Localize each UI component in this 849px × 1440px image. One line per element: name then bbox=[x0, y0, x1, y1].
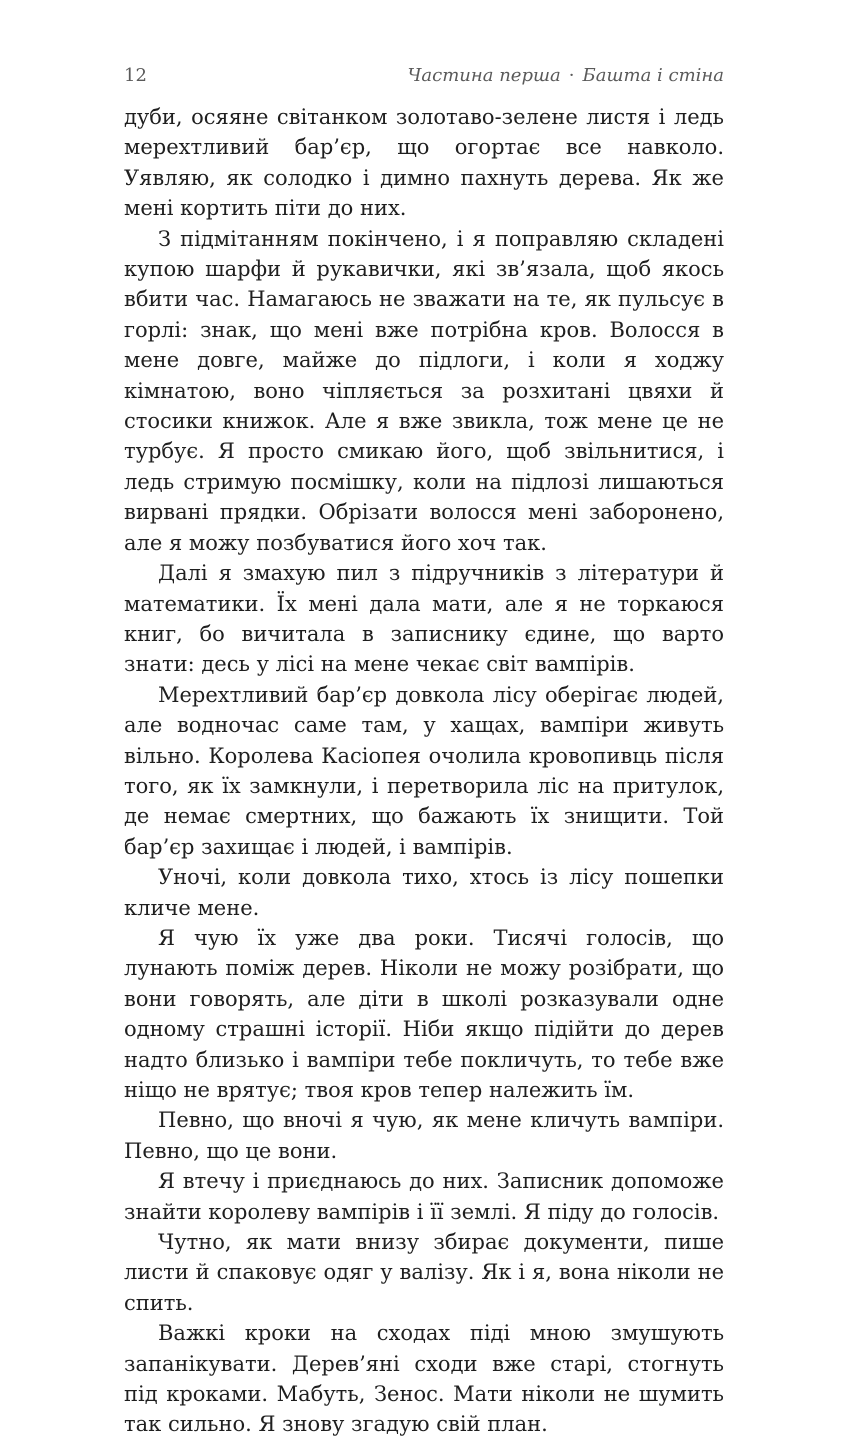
chapter-title: Башта і стіна bbox=[582, 65, 724, 86]
running-head bbox=[408, 62, 725, 90]
paragraph: Мерехтливий бар’єр довкола лісу оберігає людей, але водночас саме там, у хащах, вампіри живуть вільно. Королева Касіопея очолила кровопивць після того, як їх замкнули, і перетворила ліс на притулок, де немає смертних, що бажають їх знищити. Той бар’єр захищає і людей, і вампірів. bbox=[124, 682, 724, 859]
paragraph: Чутно, як мати внизу збирає документи, пише листи й спаковує одяг у валізу. Як і я, вона ніколи не спить. bbox=[124, 1230, 724, 1315]
page-number: 12 bbox=[124, 65, 147, 86]
running-head-separator: · bbox=[568, 65, 575, 86]
body-text bbox=[124, 102, 724, 1437]
paragraph: Я втечу і приєднаюсь до них. Записник допоможе знайти королеву вампірів і її землі. Я піду до голосів. bbox=[124, 1169, 724, 1224]
paragraph: Уночі, коли довкола тихо, хтось із лісу пошепки кличе мене. bbox=[124, 865, 724, 920]
paragraph: Важкі кроки на сходах піді мною змушують запанікувати. Дерев’яні сходи вже старі, стогнуть під кроками. Мабуть, Зенос. Мати ніколи не шумить так сильно. Я знову згадую свій план. bbox=[124, 1321, 724, 1437]
paragraph-continuation: дуби, осяяне світанком золотаво-зелене листя і ледь мерехтливий бар’єр, що огортає все навколо. Уявляю, як солодко і димно пахнуть дерева. Як же мені кортить піти до них. bbox=[124, 105, 724, 221]
part-title: Частина перша bbox=[407, 65, 561, 86]
paragraph: Я чую їх уже два роки. Тисячі голосів, що лунають поміж дерев. Ніколи не можу розібрати, що вони говорять, але діти в школі розказували одне одному страшні історії. Ніби якщо підійти до дерев надто близько і вампіри тебе покличуть, то тебе вже ніщо не врятує; твоя кров тепер належить їм. bbox=[124, 925, 724, 1102]
paragraph: Далі я змахую пил з підручників з літератури й математики. Їх мені дала мати, але я не торкаюся книг, бо вичитала в записнику єдине, що варто знати: десь у лісі на мене чекає світ вампірів. bbox=[124, 561, 724, 677]
paragraph: З підмітанням покінчено, і я поправляю складені купою шарфи й рукавички, які зв’язала, щоб якось вбити час. Намагаюсь не зважати на те, як пульсує в горлі: знак, що мені вже потрібна кров. Волосся в мене довге, майже до підлоги, і коли я ходжу кімнатою, воно чіпляється за розхитані цвяхи й стосики книжок. Але я вже звикла, тож мене це не турбує. Я просто смикаю його, щоб звільнитися, і ледь стримую посмішку, коли на підлозі лишаються вирвані прядки. Обрізати волосся мені заборонено, але я можу позбуватися його хоч так. bbox=[124, 226, 724, 555]
paragraph: Певно, що вночі я чую, як мене кличуть вампіри. Певно, що це вони. bbox=[124, 1108, 724, 1163]
page-header bbox=[124, 62, 724, 90]
